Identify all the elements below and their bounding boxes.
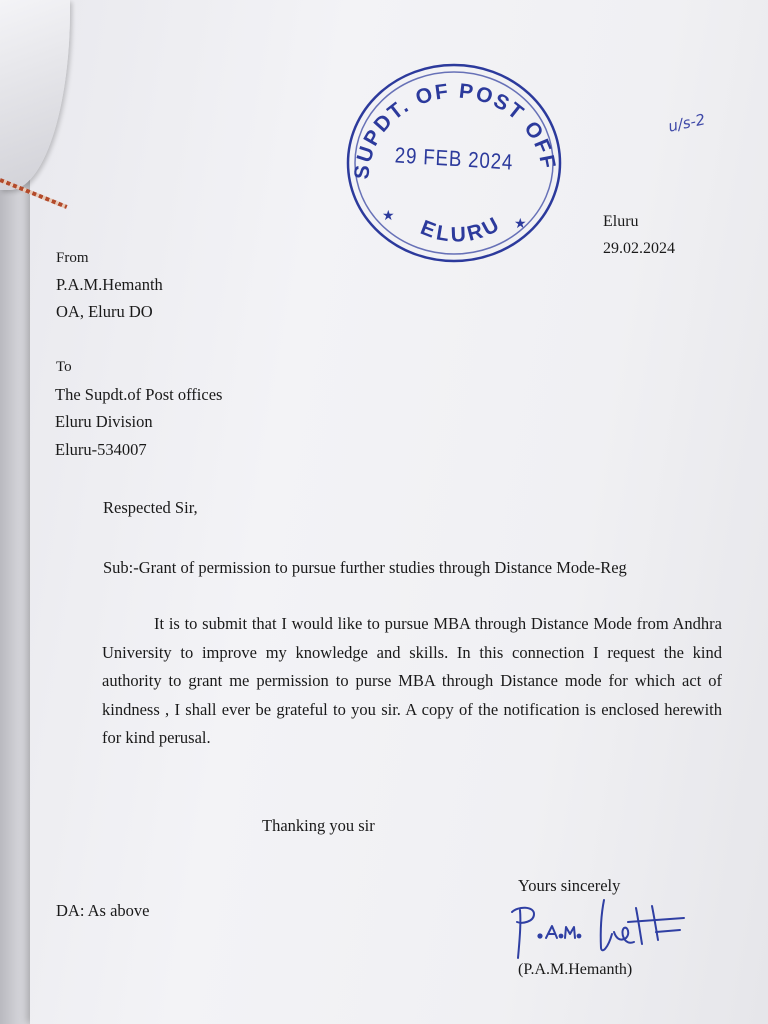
subject-line: Sub:-Grant of permission to pursue further studies through Distance Mode-Reg: [103, 558, 627, 577]
stamp-ring-text: SUPDT. OF POST OFF: [350, 79, 560, 181]
stamp-bottom-text: ELURU: [417, 211, 506, 247]
stamp-star-right: ★: [514, 216, 527, 232]
to-heading: To: [56, 359, 72, 375]
handwritten-note: u/s-2: [666, 110, 707, 136]
salutation: Respected Sir,: [103, 498, 198, 517]
from-name: P.A.M.Hemanth: [56, 275, 163, 294]
stamp-date: 29 FEB 2024: [394, 142, 514, 175]
to-line-3: Eluru-534007: [55, 440, 147, 459]
handwritten-signature: [508, 898, 696, 968]
thanks-line: Thanking you sir: [262, 816, 375, 835]
post-office-stamp: [342, 60, 566, 266]
svg-text:ELURU: [417, 212, 505, 247]
from-heading: From: [56, 250, 89, 266]
closing: Yours sincerely: [518, 876, 621, 895]
letter-body-text: It is to submit that I would like to pursue MBA through Distance Mode from Andhra University to improve my knowledge and skills. In this connection I request the kind authority to grant me permission to purse MBA through Distance mode for which act of kindness , I shall ever be grateful to you sir. A copy of the notification is enclosed herewith for kind perusal.: [102, 614, 722, 747]
letter-date: 29.02.2024: [603, 240, 675, 257]
enclosure-note: DA: As above: [56, 901, 150, 920]
place: Eluru: [603, 213, 639, 230]
to-line-2: Eluru Division: [55, 412, 153, 431]
letter-body: [102, 610, 722, 753]
from-office: OA, Eluru DO: [56, 302, 153, 321]
to-line-1: The Supdt.of Post offices: [55, 385, 223, 404]
signature-name: (P.A.M.Hemanth): [518, 961, 633, 978]
stamp-star-left: ★: [382, 208, 395, 224]
